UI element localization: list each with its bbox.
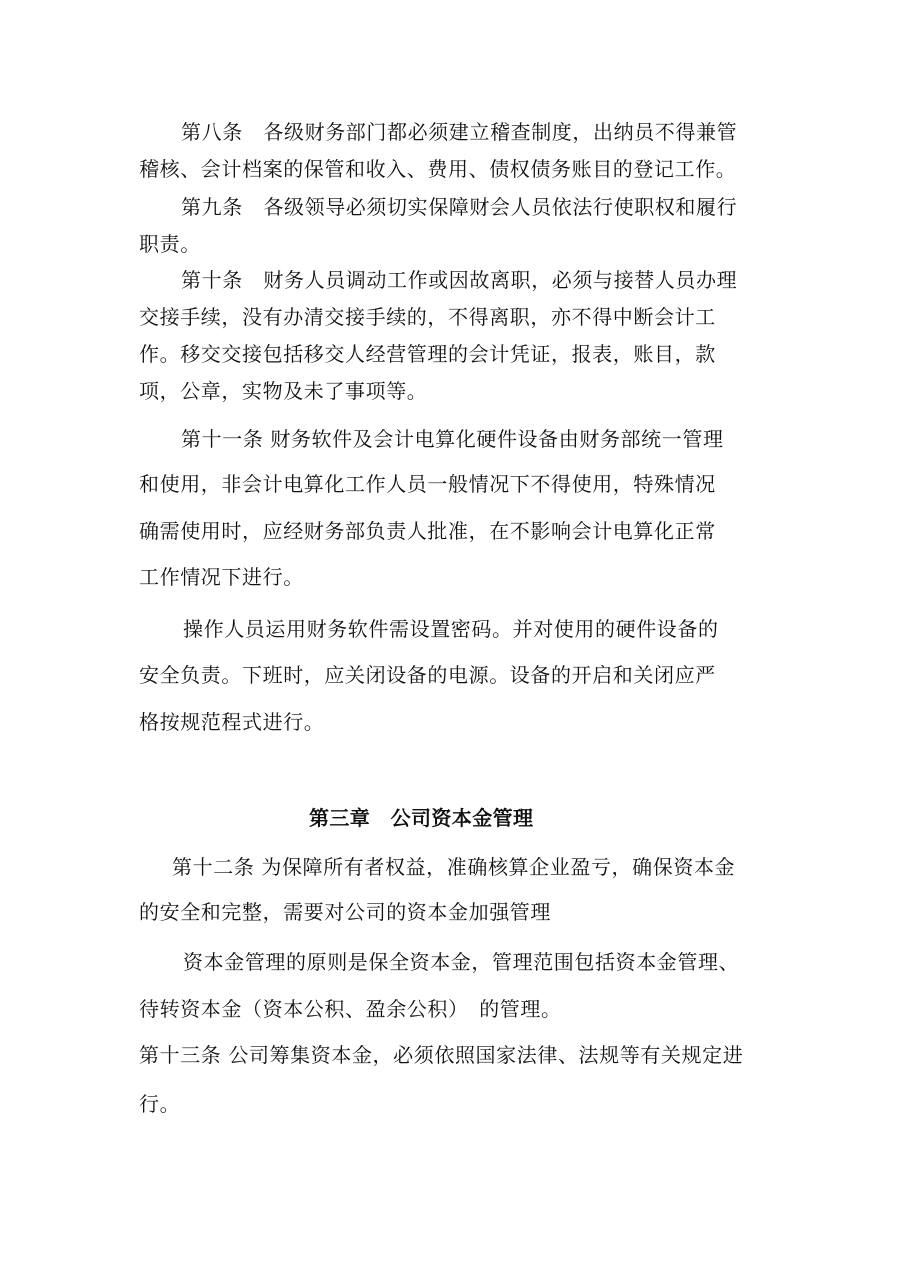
- article-9-line-2: 职责。: [139, 232, 201, 256]
- article-13-line-1: 第十三条 公司筹集资本金，必须依照国家法律、法规等有关规定进: [139, 1043, 744, 1067]
- article-9-line-1: 第九条 各级领导必须切实保障财会人员依法行使职权和履行: [181, 195, 738, 219]
- chapter-3-title: 第三章 公司资本金管理: [309, 806, 534, 830]
- article-11-line-1: 第十一条 财务软件及会计电算化硬件设备由财务部统一管理: [181, 427, 724, 451]
- article-10-line-2: 交接手续，没有办清交接手续的，不得离职，亦不得中断会计工: [139, 305, 716, 329]
- article-12-line-2: 的安全和完整，需要对公司的资本金加强管理: [139, 900, 551, 924]
- capital-principle-line-1: 资本金管理的原则是保全资本金，管理范围包括资本金管理、: [183, 950, 740, 974]
- article-8-line-1: 第八条 各级财务部门都必须建立稽查制度，出纳员不得兼管: [181, 120, 738, 144]
- article-8-line-2: 稽核、会计档案的保管和收入、费用、债权债务账目的登记工作。: [139, 157, 737, 181]
- article-11-line-3: 确需使用时，应经财务部负责人批准，在不影响会计电算化正常: [139, 519, 716, 543]
- article-10-line-1: 第十条 财务人员调动工作或因故离职，必须与接替人员办理: [181, 268, 738, 292]
- article-11-line-4: 工作情况下进行。: [139, 565, 304, 589]
- operator-paragraph-line-2: 安全负责。下班时，应关闭设备的电源。设备的开启和关闭应严: [139, 663, 716, 687]
- article-11-line-2: 和使用，非会计电算化工作人员一般情况下不得使用，特殊情况: [139, 472, 716, 496]
- article-10-line-4: 项，公章，实物及未了事项等。: [139, 379, 428, 403]
- article-10-line-3: 作。移交交接包括移交人经营管理的会计凭证，报表，账目，款: [139, 342, 716, 366]
- operator-paragraph-line-3: 格按规范程式进行。: [139, 710, 325, 734]
- operator-paragraph-line-1: 操作人员运用财务软件需设置密码。并对使用的硬件设备的: [183, 617, 719, 641]
- capital-principle-line-2: 待转资本金（资本公积、盈余公积） 的管理。: [139, 997, 562, 1021]
- article-12-line-1: 第十二条 为保障所有者权益，准确核算企业盈亏，确保资本金: [172, 855, 736, 879]
- article-13-line-2: 行。: [139, 1092, 181, 1116]
